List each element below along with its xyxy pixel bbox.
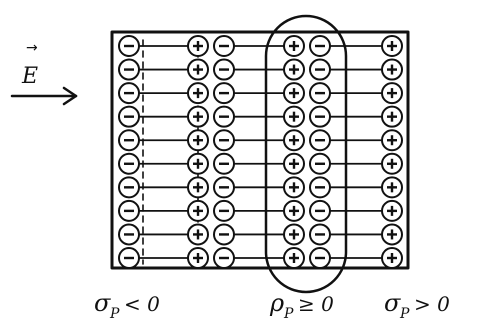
positive-charge bbox=[284, 224, 304, 244]
negative-charge bbox=[119, 201, 139, 221]
negative-charge bbox=[214, 248, 234, 268]
label-left-surface-charge bbox=[94, 289, 160, 322]
negative-charge bbox=[119, 177, 139, 197]
dipole-grid bbox=[119, 36, 402, 268]
rho-symbol: ρ bbox=[270, 289, 285, 317]
negative-charge bbox=[310, 201, 330, 221]
positive-charge bbox=[284, 60, 304, 80]
negative-charge bbox=[310, 36, 330, 56]
positive-charge bbox=[382, 130, 402, 150]
negative-charge bbox=[119, 60, 139, 80]
positive-charge bbox=[382, 36, 402, 56]
rho-relation: ≥ 0 bbox=[298, 292, 334, 316]
positive-charge bbox=[284, 83, 304, 103]
negative-charge bbox=[214, 36, 234, 56]
positive-charge bbox=[188, 224, 208, 244]
label-right-surface-charge bbox=[384, 289, 450, 322]
positive-charge bbox=[382, 83, 402, 103]
sigma-right-relation: > 0 bbox=[414, 292, 450, 316]
negative-charge bbox=[214, 177, 234, 197]
positive-charge bbox=[382, 107, 402, 127]
negative-charge bbox=[119, 248, 139, 268]
positive-charge bbox=[382, 224, 402, 244]
negative-charge bbox=[214, 130, 234, 150]
positive-charge bbox=[382, 248, 402, 268]
positive-charge bbox=[188, 154, 208, 174]
negative-charge bbox=[119, 83, 139, 103]
negative-charge bbox=[214, 83, 234, 103]
positive-charge bbox=[284, 248, 304, 268]
sigma-left-symbol: σ bbox=[94, 289, 111, 317]
negative-charge bbox=[310, 107, 330, 127]
positive-charge bbox=[284, 130, 304, 150]
positive-charge bbox=[188, 248, 208, 268]
negative-charge bbox=[119, 130, 139, 150]
positive-charge bbox=[188, 201, 208, 221]
positive-charge bbox=[284, 107, 304, 127]
negative-charge bbox=[310, 60, 330, 80]
field-label: E bbox=[22, 64, 39, 89]
positive-charge bbox=[382, 60, 402, 80]
negative-charge bbox=[310, 177, 330, 197]
positive-charge bbox=[382, 177, 402, 197]
negative-charge bbox=[214, 60, 234, 80]
volume-charge-region bbox=[266, 16, 346, 292]
negative-charge bbox=[214, 201, 234, 221]
positive-charge bbox=[188, 83, 208, 103]
negative-charge bbox=[310, 154, 330, 174]
sigma-left-relation: < 0 bbox=[124, 292, 160, 316]
rho-subscript: P bbox=[284, 306, 294, 322]
sigma-right-subscript: P bbox=[400, 306, 410, 322]
negative-charge bbox=[119, 107, 139, 127]
negative-charge bbox=[214, 107, 234, 127]
negative-charge bbox=[310, 130, 330, 150]
negative-charge bbox=[310, 83, 330, 103]
positive-charge bbox=[284, 154, 304, 174]
negative-charge bbox=[119, 36, 139, 56]
label-volume-charge bbox=[269, 289, 334, 322]
sigma-left-subscript: P bbox=[110, 306, 120, 322]
field-vector-mark: → bbox=[26, 40, 38, 56]
negative-charge bbox=[119, 224, 139, 244]
sigma-right-symbol: σ bbox=[384, 289, 401, 317]
positive-charge bbox=[382, 201, 402, 221]
positive-charge bbox=[284, 177, 304, 197]
positive-charge bbox=[188, 130, 208, 150]
negative-charge bbox=[214, 154, 234, 174]
negative-charge bbox=[119, 154, 139, 174]
positive-charge bbox=[284, 201, 304, 221]
negative-charge bbox=[310, 224, 330, 244]
dielectric-slab bbox=[112, 32, 408, 268]
positive-charge bbox=[188, 107, 208, 127]
negative-charge bbox=[214, 224, 234, 244]
positive-charge bbox=[382, 154, 402, 174]
positive-charge bbox=[188, 177, 208, 197]
positive-charge bbox=[188, 36, 208, 56]
positive-charge bbox=[188, 60, 208, 80]
negative-charge bbox=[310, 248, 330, 268]
positive-charge bbox=[284, 36, 304, 56]
electric-field-indicator bbox=[12, 40, 76, 104]
